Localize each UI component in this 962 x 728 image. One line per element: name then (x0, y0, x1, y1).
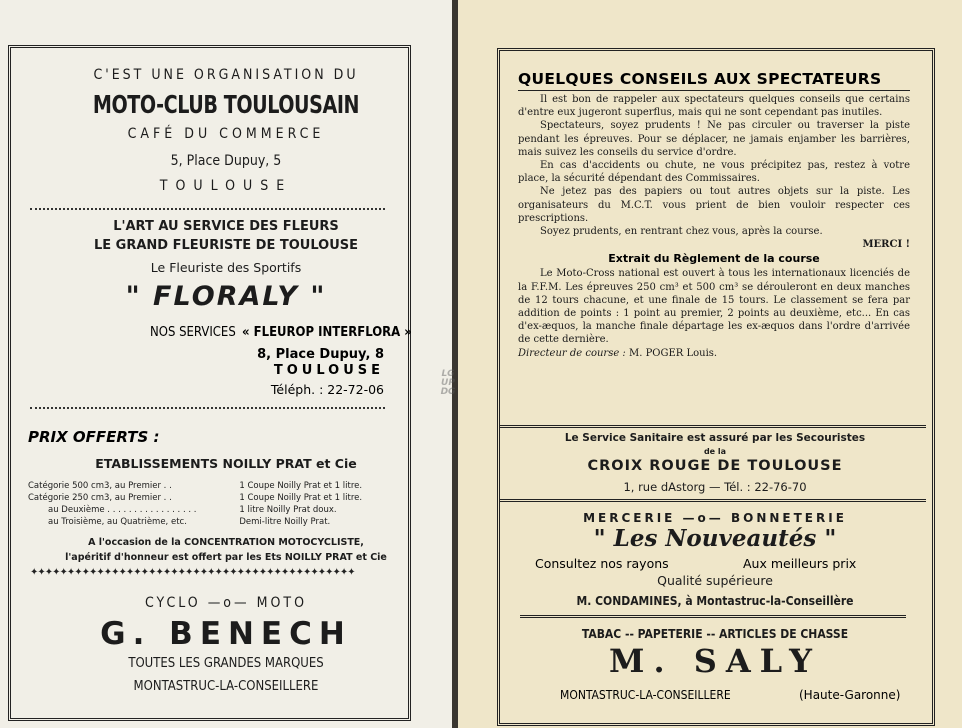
sanitaire-line1: Le Service Sanitaire est assuré par les Secouristes (564, 432, 866, 444)
prize-category: au Troisième, au Quatrième, etc. (48, 517, 187, 527)
conseils-paragraph: Soyez prudents, en rentrant chez vous, après la course. (540, 226, 823, 238)
prix-title: PRIX OFFERTS : (28, 428, 160, 446)
table-row (28, 516, 388, 528)
benech-line1: CYCLO —o— MOTO (145, 595, 307, 611)
nouveautes-right: Aux meilleurs prix (743, 556, 857, 571)
nouveautes-left: Consultez nos rayons (535, 556, 669, 571)
nouveautes-name: " Les Nouveautés " (593, 525, 837, 552)
conseils-paragraph: Spectateurs, soyez prudents ! Ne pas circuler ou traverser la piste pendant les épreuves. Pour se déplacer, ne jamais enjamber les barrières, mais suivez les conseils du service d'ordre. (518, 120, 910, 158)
services-prefix: NOS SERVICES (150, 325, 236, 340)
conseils-body (518, 93, 910, 360)
divider (30, 208, 385, 210)
merci-text: MERCI ! (862, 239, 910, 251)
prix-note2: l'apéritif d'honneur est offert par les Ets NOILLY PRAT et Cie (65, 552, 387, 563)
sanitaire-line2: de la (703, 447, 727, 456)
conseils-title: QUELQUES CONSEILS AUX SPECTATEURS (518, 70, 882, 88)
croix-rouge-name: CROIX ROUGE DE TOULOUSE (587, 458, 843, 474)
watermark-line: LG (441, 369, 455, 379)
left-page (0, 0, 452, 728)
prix-note1: A l'occasion de la CONCENTRATION MOTOCYCLISTE, (88, 537, 364, 548)
club-name: MOTO-CLUB TOULOUSAIN (92, 90, 360, 119)
prize-reward: 1 litre Noilly Prat doux. (239, 505, 337, 515)
table-row (28, 480, 388, 492)
divider (520, 615, 906, 618)
saly-name: M. SALY (609, 642, 821, 680)
ornament-divider: ✦✦✦✦✦✦✦✦✦✦✦✦✦✦✦✦✦✦✦✦✦✦✦✦✦✦✦✦✦✦✦✦✦✦✦✦✦✦✦✦✦✦✦✦ (30, 567, 355, 578)
cafe-name: CAFÉ DU COMMERCE (127, 126, 325, 142)
org-line1: C'EST UNE ORGANISATION DU (93, 67, 359, 83)
reglement-paragraph: Le Moto-Cross national est ouvert à tous les internationaux licenciés de la F.F.M. Les épreuves 250 cm³ et 500 cm³ se dérouleront en deux manches de 12 tours chacune, et une finale de 15 tours. Le classement se fera par addition de points : 1 point au premier, 2 points au deuxième, etc... En cas d'ex-æquos, la manche finale départage les ex-æquos dans l'ordre d'arrivée de cette dernière. (518, 268, 910, 346)
conseils-paragraph: En cas d'accidents ou chute, ne vous précipitez pas, restez à votre place, la sécurité dépendant des Commissaires. (518, 160, 910, 185)
prize-category: Catégorie 250 cm3, au Premier . . (28, 493, 172, 503)
floraly-phone: Téléph. : 22-72-06 (270, 382, 384, 397)
benech-line2: TOUTES LES GRANDES MARQUES (128, 656, 324, 671)
floraly-brand: " FLORALY " (125, 281, 327, 312)
floraly-address: 8, Place Dupuy, 8 (257, 347, 384, 362)
prize-reward: 1 Coupe Noilly Prat et 1 litre. (239, 481, 363, 491)
prix-sponsor: ETABLISSEMENTS NOILLY PRAT et Cie (95, 456, 357, 471)
nouveautes-quality: Qualité supérieure (657, 573, 773, 588)
benech-name: G. BENECH (100, 616, 352, 652)
floraly-line2: LE GRAND FLEURISTE DE TOULOUSE (93, 238, 359, 253)
watermark-stamp (433, 370, 463, 397)
watermark-line: DG (440, 387, 456, 397)
croix-rouge-address: 1, rue dAstorg — Tél. : 22-76-70 (623, 480, 807, 494)
prize-category: au Deuxième . . . . . . . . . . . . . . . . . (48, 505, 197, 515)
prize-table (28, 480, 388, 528)
nouveautes-line1: MERCERIE —o— BONNETERIE (583, 511, 847, 525)
table-row (28, 492, 388, 504)
prize-reward: 1 Coupe Noilly Prat et 1 litre. (239, 493, 363, 503)
table-row (28, 504, 388, 516)
floraly-city: TOULOUSE (273, 363, 384, 378)
right-page (458, 0, 962, 728)
saly-city: MONTASTRUC-LA-CONSEILLERE (560, 688, 731, 702)
floraly-line1: L'ART AU SERVICE DES FLEURS (113, 219, 339, 234)
benech-line3: MONTASTRUC-LA-CONSEILLERE (133, 679, 319, 694)
conseils-paragraph: Il est bon de rappeler aux spectateurs quelques conseils que certains d'entre eux jugeront superflus, mais qui ne sont cependant pas inutiles. (518, 94, 910, 119)
prize-category: Catégorie 500 cm3, au Premier . . (28, 481, 172, 491)
prize-reward: Demi-litre Noilly Prat. (239, 517, 331, 527)
cafe-city: TOULOUSE (159, 178, 293, 194)
saly-line1: TABAC -- PAPETERIE -- ARTICLES DE CHASSE (581, 627, 849, 641)
cafe-address: 5, Place Dupuy, 5 (170, 153, 282, 169)
director-label: Directeur de course : (518, 347, 626, 359)
watermark-line: UP (441, 378, 455, 388)
reglement-title: Extrait du Règlement de la course (608, 252, 820, 266)
nouveautes-owner: M. CONDAMINES, à Montastruc-la-Conseillère (576, 594, 854, 608)
director-line (518, 347, 910, 360)
services-name: « FLEUROP INTERFLORA » (242, 325, 412, 340)
saly-region: (Haute-Garonne) (799, 688, 901, 702)
conseils-paragraph: Ne jetez pas des papiers ou tout autres objets sur la piste. Les organisateurs du M.C.T. vous prient de bien vouloir respecter ces prescriptions. (518, 186, 910, 224)
director-name: M. POGER Louis. (628, 347, 718, 359)
floraly-line3: Le Fleuriste des Sportifs (150, 260, 302, 275)
title-underline (518, 90, 910, 91)
divider (500, 499, 926, 502)
divider (500, 425, 926, 428)
divider (30, 407, 385, 409)
